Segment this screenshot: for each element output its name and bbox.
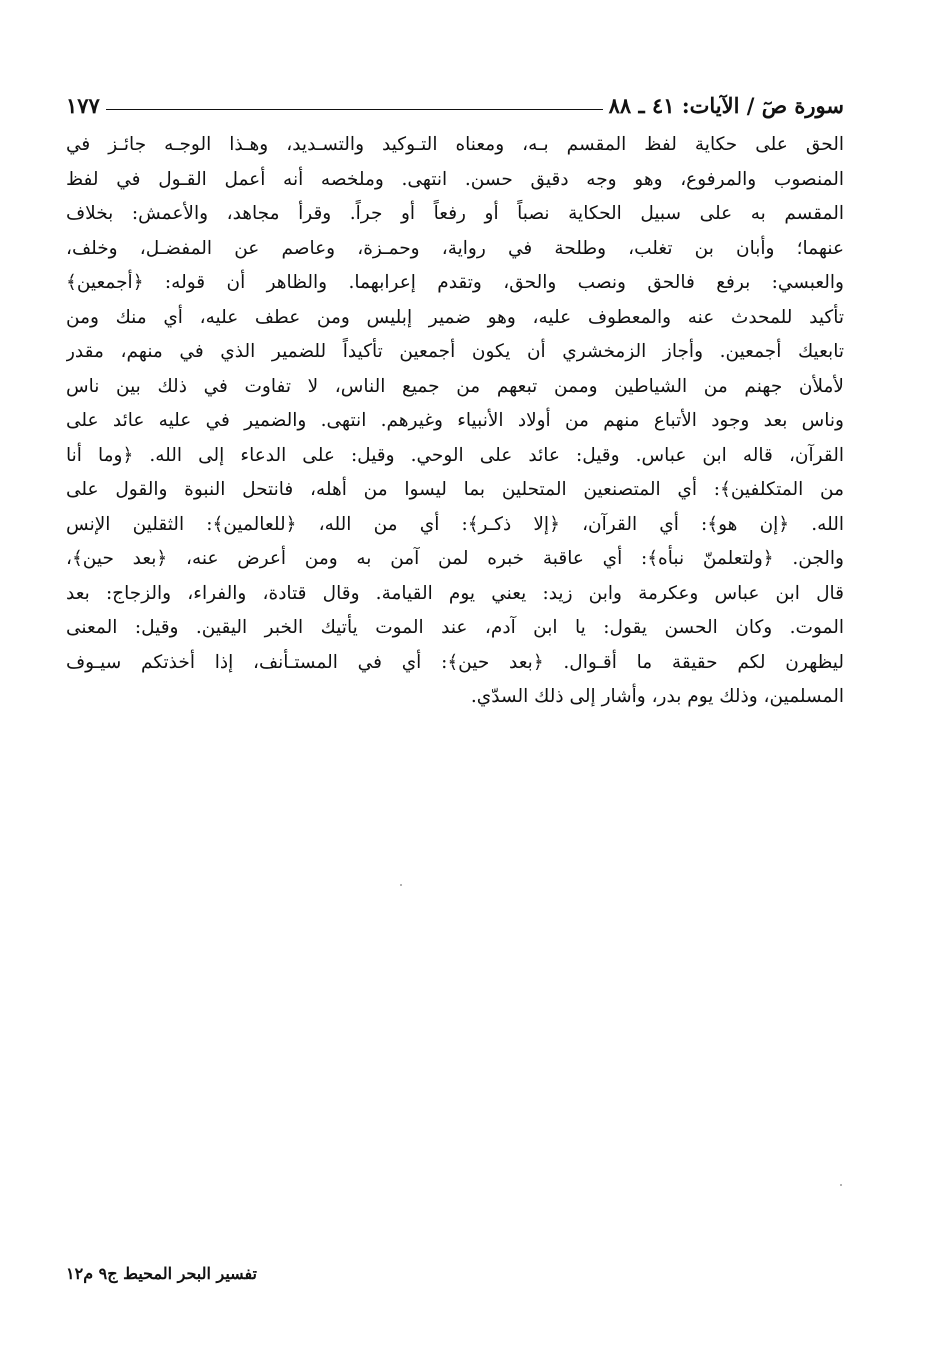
text-line: الموت. وكان الحسن يقول: يا ابن آدم، عند الموت يأتيك الخبر اليقين. وقيل: المعنى <box>66 617 844 638</box>
scan-speck <box>840 1184 842 1186</box>
text-line: وناس بعد وجود الأتباع منهم من أولاد الأنبياء وغيرهم. انتهى. والضمير في عليه عائد على <box>66 410 844 431</box>
book-signature-footer: تفسير البحر المحيط ج٩ م١٢ <box>66 1264 257 1283</box>
text-line: والجن. ﴿ولتعلمنّ نبأه﴾: أي عاقبة خبره لمن آمن به ومن أعرض عنه، ﴿بعد حين﴾، <box>66 548 844 569</box>
header-rule <box>106 109 603 110</box>
text-line: من المتكلفين﴾: أي المتصنعين المتحلين بما ليسوا من أهله، فانتحل النبوة والقول على <box>66 479 844 500</box>
scan-speck <box>400 884 402 886</box>
text-line: المنصوب والمرفوع، وهو وجه دقيق حسن. انتهى. وملخصه أنه أعمل القـول في لفظ <box>66 168 844 190</box>
text-line: عنهما؛ وأبان بن تغلب، وطلحة في رواية، وحمـزة، وعاصم عن المفضـل، وخلف، <box>66 237 844 259</box>
text-line: تأكيد للمحدث عنه والمعطوف عليه، وهو ضمير إبليس ومن عطف عليه، أي منك ومن <box>66 306 844 328</box>
text-line: المسلمين، وذلك يوم بدر، وأشار إلى ذلك السدّي. <box>470 686 844 707</box>
page-number: ١٧٧ <box>66 93 100 118</box>
commentary-text <box>66 128 844 715</box>
text-line: المقسم به على سبيل الحكاية نصباً أو رفعاً أو جراً. وقرأ مجاهد، والأعمش: بخلاف <box>66 203 844 224</box>
text-line: تابعيك أجمعين. وأجاز الزمخشري أن يكون أجمعين تأكيداً للضمير الذي في منهم، مقدر <box>66 341 844 362</box>
text-line: القرآن، قاله ابن عباس. وقيل: عائد على الوحي. وقيل: على الدعاء إلى الله. ﴿وما أنا <box>66 444 844 466</box>
running-header <box>66 84 844 118</box>
text-line: الله. ﴿إن هو﴾: أي القرآن، ﴿إلا ذكـر﴾: أي من الله، ﴿للعالمين﴾: الثقلين الإنس <box>66 513 844 535</box>
text-line: لأملأن جهنم من الشياطين وممن تبعهم من جميع الناس، لا تفاوت في ذلك بين ناس <box>66 375 844 397</box>
text-line: الحق على حكاية لفظ المقسم بـه، ومعناه التـوكيد والتسـديد، وهـذا الوجـه جائـز في <box>66 134 844 155</box>
surah-verses-title: سورة صٓ / الآيات: ٤١ ـ ٨٨ <box>608 93 844 118</box>
text-line: ليظهرن لكم حقيقة ما أقـوال. ﴿بعد حين﴾: أي في المستـأنف، إذا أخذتكم سيـوف <box>66 651 844 673</box>
text-line: قال ابن عباس وعكرمة وابن زيد: يعني يوم القيامة. وقال قتادة، والفراء، والزجاج: بعد <box>66 582 844 604</box>
text-line: والعبسي: برفع فالحق ونصب والحق، وتقدم إعرابهما. والظاهر أن قوله: ﴿أجمعين﴾ <box>66 272 844 293</box>
